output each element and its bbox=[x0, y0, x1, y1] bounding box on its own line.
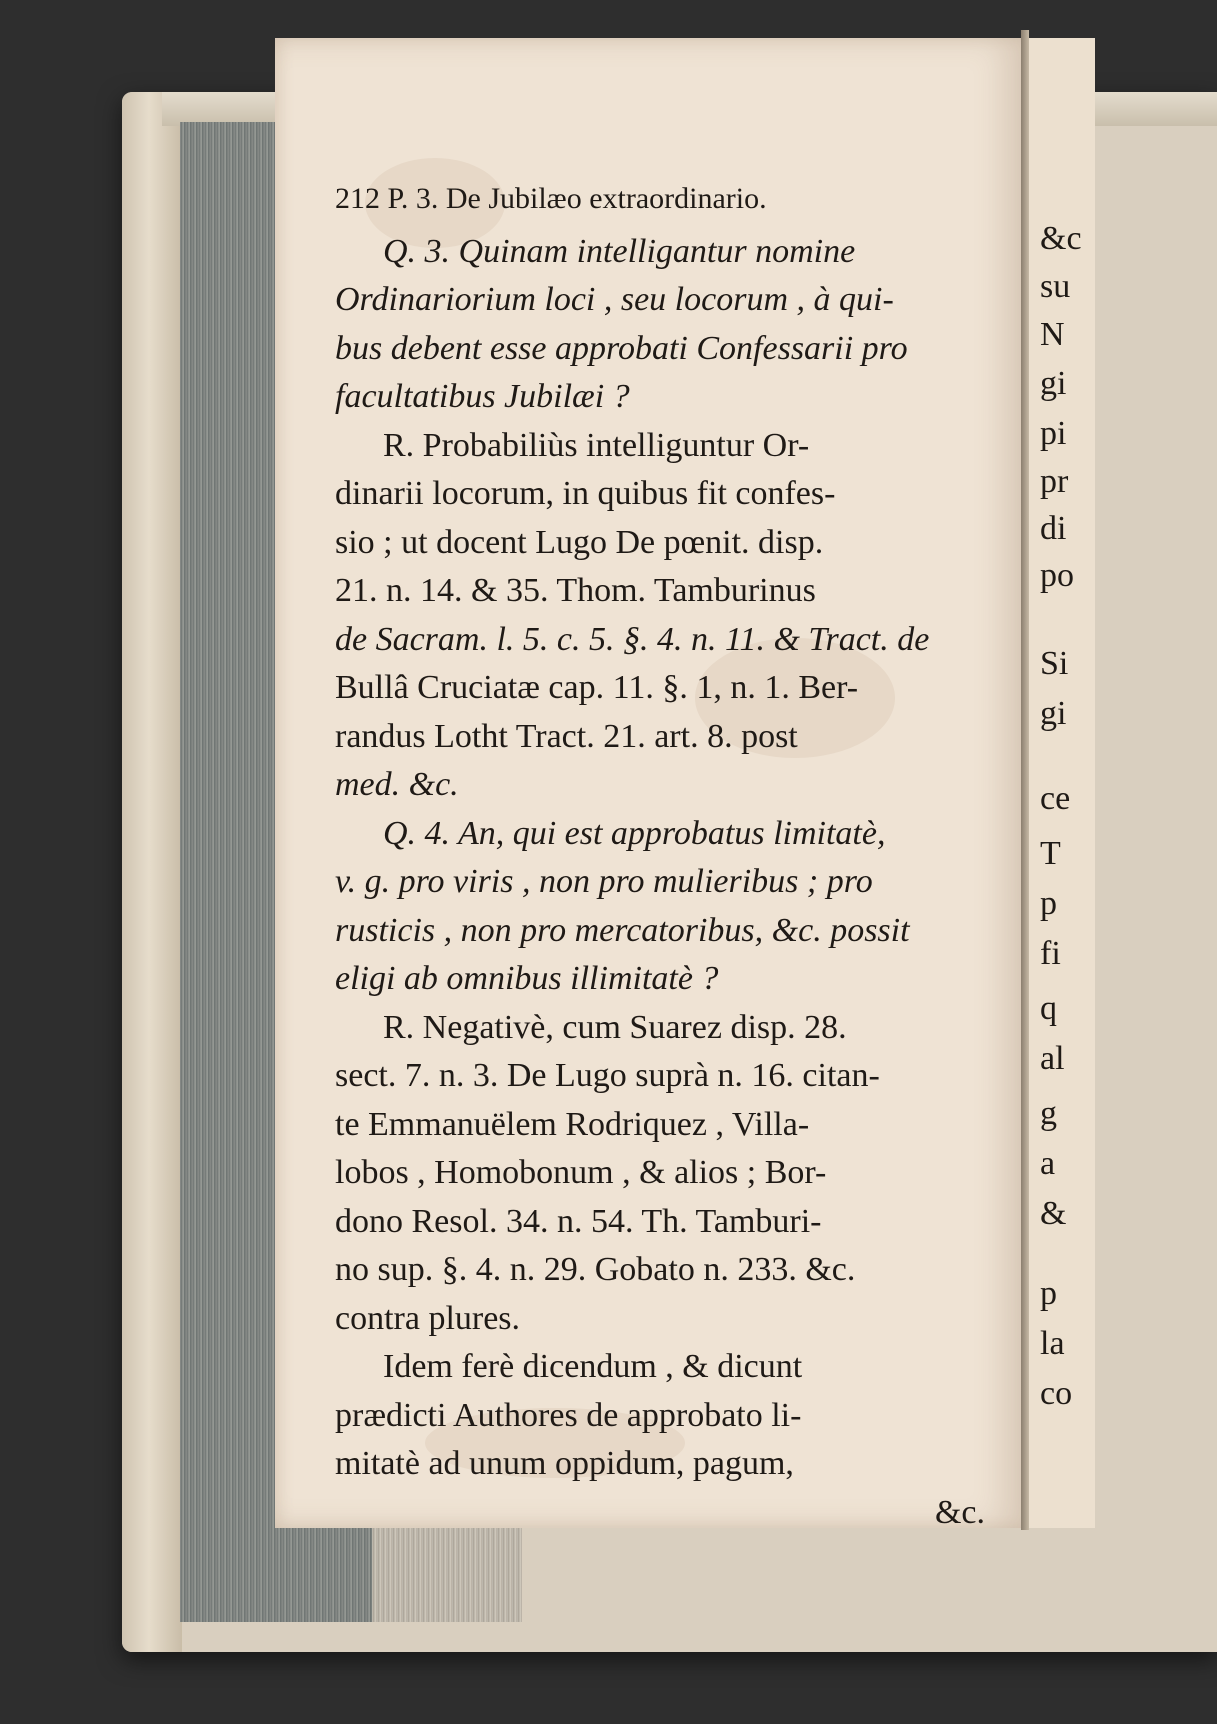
text-line: no sup. §. 4. n. 29. Gobato n. 233. &c. bbox=[335, 1251, 856, 1288]
text-line: dinarii locorum, in quibus fit confes- bbox=[335, 475, 836, 512]
text-line: rusticis , non pro mercatoribus, &c. possit bbox=[335, 911, 910, 949]
text-line: R. Probabiliùs intelliguntur Or- bbox=[383, 426, 810, 464]
text-line: v. g. pro viris , non pro mulieribus ; pro bbox=[335, 863, 873, 900]
text-line: bus debent esse approbati Confessarii pro bbox=[335, 329, 908, 367]
running-header: 212 P. 3. De Jubilæo extraordinario. bbox=[335, 182, 767, 215]
next-page-fragment: p bbox=[1040, 1275, 1057, 1312]
text-line: mitatè ad unum oppidum, pagum, bbox=[335, 1445, 794, 1482]
next-page-fragment: N bbox=[1040, 316, 1065, 353]
text-line: lobos , Homobonum , & alios ; Bor- bbox=[335, 1154, 827, 1191]
text-line: Idem ferè dicendum , & dicunt bbox=[383, 1348, 803, 1385]
text-line: contra plures. bbox=[335, 1299, 521, 1337]
next-page-fragment: gi bbox=[1040, 695, 1067, 732]
text-line: sect. 7. n. 3. De Lugo suprà n. 16. citan- bbox=[335, 1057, 880, 1094]
next-page-fragment: pr bbox=[1040, 463, 1069, 500]
text-line: Q. 4. An, qui est approbatus limitatè, bbox=[383, 814, 886, 852]
text-line: facultatibus Jubilæi ? bbox=[335, 378, 630, 415]
next-page-fragment: su bbox=[1040, 268, 1071, 305]
text-line: med. &c. bbox=[335, 766, 459, 803]
next-page-fragment: fi bbox=[1040, 935, 1061, 972]
text-line: sio ; ut docent Lugo De pœnit. disp. bbox=[335, 523, 824, 561]
next-page-fragment: po bbox=[1040, 557, 1074, 594]
book-gutter bbox=[1021, 30, 1029, 1530]
next-page-fragment: q bbox=[1040, 990, 1057, 1027]
page-text bbox=[335, 175, 985, 1537]
text-line: R. Negativè, cum Suarez disp. 28. bbox=[383, 1008, 847, 1046]
next-page-fragment: la bbox=[1040, 1325, 1065, 1362]
next-page-fragment: al bbox=[1040, 1040, 1065, 1077]
book-cover-edge bbox=[122, 92, 182, 1652]
next-page-fragment: pi bbox=[1040, 415, 1067, 452]
text-line: de Sacram. l. 5. c. 5. §. 4. n. 11. & Tract. de bbox=[335, 620, 930, 658]
text-line: Bullâ Cruciatæ cap. 11. §. 1, n. 1. Ber- bbox=[335, 669, 859, 706]
next-page-fragment: T bbox=[1040, 835, 1061, 872]
text-line: &c. bbox=[934, 1493, 985, 1531]
next-page-fragment: di bbox=[1040, 510, 1067, 547]
next-page-fragment: & bbox=[1040, 1195, 1067, 1232]
text-line: prædicti Authores de approbato li- bbox=[335, 1396, 802, 1434]
text-line: eligi ab omnibus illimitatè ? bbox=[335, 960, 719, 997]
text-line: dono Resol. 34. n. 54. Th. Tamburi- bbox=[335, 1202, 822, 1240]
text-line: Ordinariorium loci , seu locorum , à qui- bbox=[335, 281, 894, 318]
text-line: te Emmanuëlem Rodriquez , Villa- bbox=[335, 1105, 810, 1143]
next-page-fragment: &c bbox=[1040, 220, 1082, 257]
text-line: Q. 3. Quinam intelligantur nomine bbox=[383, 232, 856, 270]
next-page-fragment: Si bbox=[1040, 645, 1069, 682]
next-page-fragment: g bbox=[1040, 1095, 1057, 1132]
next-page-fragment: ce bbox=[1040, 780, 1071, 817]
next-page-fragment: gi bbox=[1040, 365, 1067, 402]
next-page-fragment: co bbox=[1040, 1375, 1073, 1412]
next-page-fragment: a bbox=[1040, 1145, 1056, 1182]
text-line: 21. n. 14. & 35. Thom. Tamburinus bbox=[335, 572, 816, 609]
next-page-fragment: p bbox=[1040, 885, 1057, 922]
text-line: randus Lotht Tract. 21. art. 8. post bbox=[335, 717, 798, 755]
